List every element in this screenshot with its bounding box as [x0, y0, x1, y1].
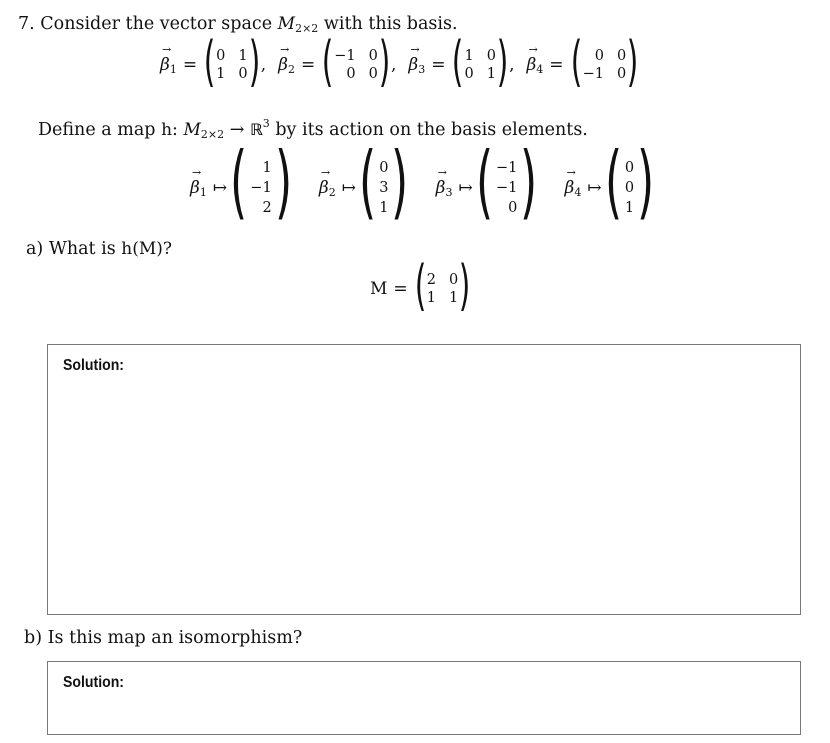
part-a-solution-box[interactable]	[47, 344, 801, 615]
equals-sign: =	[549, 55, 564, 75]
matrix-entry: 0	[368, 48, 378, 64]
left-paren: (	[570, 30, 582, 93]
matrix-M-definition	[370, 254, 471, 317]
part-b-text: Is this map an isomorphism?	[47, 628, 303, 648]
right-paren: )	[520, 135, 538, 228]
matrix-entry: 0	[617, 48, 627, 64]
image-vector-1	[250, 160, 271, 216]
equals-sign: =	[431, 55, 446, 75]
basis-definitions	[160, 30, 639, 93]
equals-sign: =	[182, 55, 198, 75]
vector-entry: 1	[624, 200, 635, 216]
beta-2-index: 2	[328, 185, 336, 199]
codomain-superscript: 3	[262, 117, 270, 130]
domain-subscript: 2×2	[200, 128, 225, 141]
M-symbol: M	[370, 279, 388, 299]
matrix-entry: 1	[216, 66, 226, 82]
beta-4-symbol: → β	[526, 55, 536, 75]
beta-1-index: 1	[199, 185, 207, 199]
left-paren: (	[604, 135, 622, 228]
beta-1-symbol: → β	[160, 55, 170, 75]
comma: ,	[260, 55, 267, 75]
left-paren: (	[230, 135, 248, 228]
matrix-entry: 0	[594, 48, 604, 64]
matrix-entry: 0	[346, 66, 356, 82]
vector-entry: 0	[624, 180, 635, 196]
arrow-icon: →	[229, 120, 245, 140]
vector-entry: 3	[379, 180, 389, 196]
left-paren: (	[321, 30, 334, 93]
matrix-entry: −1	[334, 48, 356, 64]
space-subscript: 2×2	[295, 22, 319, 35]
matrix-entry: 0	[486, 48, 496, 64]
part-b-solution-box[interactable]	[47, 661, 801, 735]
right-paren: )	[626, 30, 639, 93]
map-images	[190, 135, 657, 228]
image-vector-3	[496, 160, 517, 216]
left-paren: (	[358, 135, 377, 228]
right-paren: )	[248, 30, 260, 93]
comma: ,	[390, 55, 397, 75]
right-paren: )	[637, 135, 655, 228]
beta-2-symbol: → β	[278, 55, 288, 75]
matrix-entry: 0	[368, 66, 378, 82]
vector-entry: 1	[262, 160, 272, 176]
matrix-entry: 1	[238, 48, 248, 64]
beta-4-symbol: → β	[565, 178, 575, 198]
equals-sign: =	[393, 279, 408, 299]
beta-3-symbol: → β	[408, 55, 418, 75]
intro-tail: with this basis.	[323, 14, 458, 34]
left-paren: (	[414, 254, 427, 317]
vector-entry: 0	[624, 160, 635, 176]
part-a-text: What is	[48, 239, 116, 259]
basis-matrix-3	[465, 48, 496, 82]
space-symbol: M	[277, 14, 296, 34]
beta-2-index: 2	[287, 62, 295, 76]
part-a-solution-label: Solution:	[63, 357, 124, 374]
part-a-expression: h(M)?	[121, 239, 173, 259]
vector-entry: 1	[379, 200, 389, 216]
right-paren: )	[274, 135, 292, 228]
image-vector-4	[625, 160, 634, 216]
beta-4-index: 4	[574, 185, 582, 199]
codomain-symbol: ℝ	[249, 120, 263, 139]
mapsto-icon: ↦	[341, 178, 356, 198]
part-b-question	[24, 628, 302, 648]
matrix-M	[427, 272, 458, 306]
matrix-entry: 0	[448, 272, 459, 288]
beta-1-index: 1	[169, 62, 177, 76]
vector-entry: −1	[495, 180, 518, 196]
part-a-label: a)	[26, 239, 44, 259]
left-paren: (	[452, 30, 464, 93]
define-tail: by its action on the basis elements.	[275, 120, 588, 140]
matrix-entry: 0	[216, 48, 226, 64]
define-text: Define a map	[38, 120, 156, 140]
matrix-entry: 0	[464, 66, 474, 82]
beta-4-index: 4	[536, 62, 544, 76]
matrix-entry: 0	[238, 66, 248, 82]
map-name: h	[161, 120, 173, 140]
matrix-entry: 0	[617, 66, 627, 82]
vector-entry: 2	[262, 200, 272, 216]
beta-3-index: 3	[445, 185, 453, 199]
matrix-entry: 1	[426, 290, 436, 306]
vector-entry: 0	[379, 160, 389, 176]
right-paren: )	[458, 254, 471, 317]
mapsto-icon: ↦	[458, 178, 473, 198]
mapsto-icon: ↦	[587, 178, 602, 198]
mapsto-icon: ↦	[212, 178, 228, 198]
equals-sign: =	[300, 55, 316, 75]
comma: ,	[509, 55, 515, 75]
problem-statement	[18, 14, 458, 35]
right-paren: )	[391, 135, 409, 228]
basis-matrix-1	[216, 48, 247, 82]
problem-number: 7.	[18, 14, 35, 34]
vector-entry: −1	[495, 160, 518, 176]
intro-text: Consider the vector space	[40, 14, 273, 34]
vector-entry: −1	[250, 180, 272, 196]
matrix-entry: 2	[426, 272, 436, 288]
left-paren: (	[475, 135, 493, 228]
part-b-label: b)	[24, 628, 43, 648]
beta-2-symbol: → β	[319, 178, 329, 198]
part-a-question	[26, 239, 172, 259]
right-paren: )	[496, 30, 509, 93]
beta-3-symbol: → β	[436, 178, 446, 198]
matrix-entry: 1	[448, 290, 459, 306]
image-vector-2	[379, 160, 388, 216]
domain-symbol: M	[183, 120, 201, 140]
matrix-entry: 1	[486, 66, 496, 82]
left-paren: (	[203, 30, 216, 93]
basis-matrix-2	[334, 48, 378, 82]
basis-matrix-4	[583, 48, 627, 82]
right-paren: )	[378, 30, 391, 93]
map-definition: Define a map h: $M_{2\times 2}$ → ℝ$^3$ by its action on the basis elements.	[38, 117, 588, 141]
beta-1-symbol: → β	[190, 178, 200, 198]
beta-3-index: 3	[418, 62, 426, 76]
part-b-solution-label: Solution:	[63, 674, 124, 691]
matrix-entry: 1	[464, 48, 474, 64]
matrix-entry: −1	[582, 66, 604, 82]
vector-entry: 0	[508, 200, 518, 216]
